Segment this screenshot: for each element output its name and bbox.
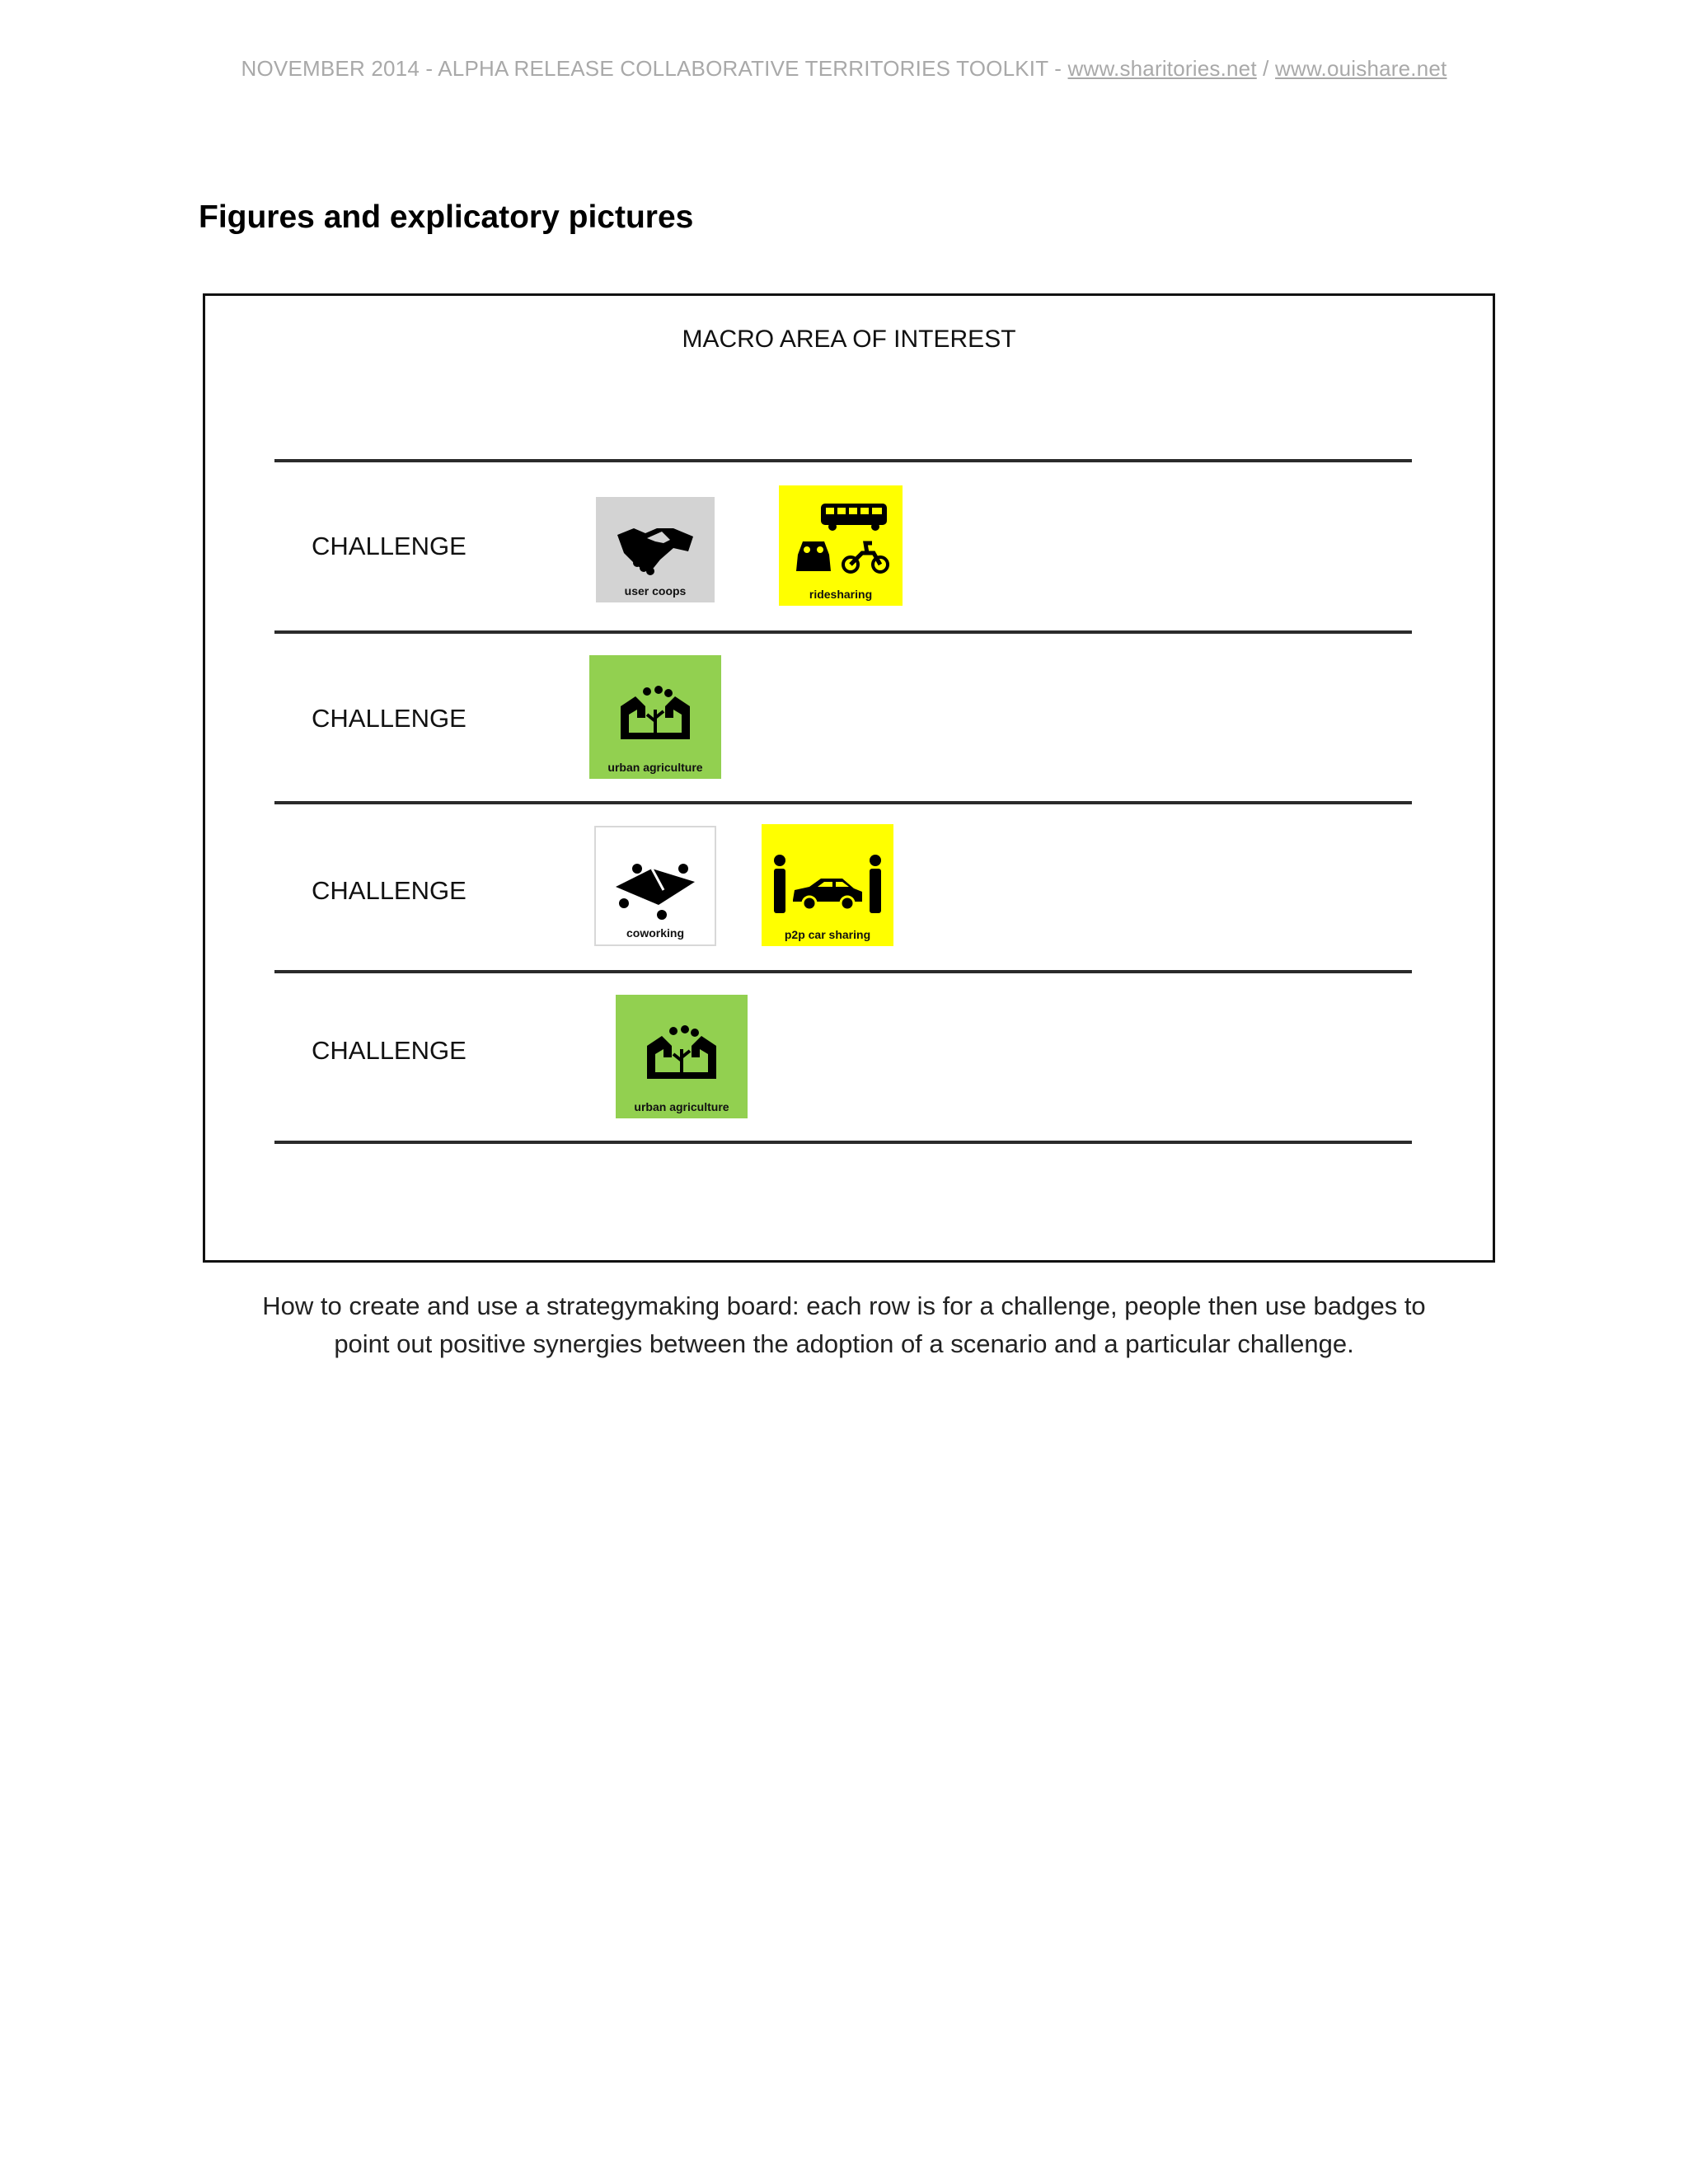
row-divider	[274, 801, 1412, 804]
strategy-board	[203, 293, 1495, 1263]
row-label: CHALLENGE	[312, 532, 467, 560]
badge-urban-agriculture[interactable]	[616, 995, 748, 1118]
row-label: CHALLENGE	[312, 876, 467, 905]
row-label: CHALLENGE	[312, 704, 467, 733]
badge-label: ridesharing	[809, 588, 873, 601]
badge-label: urban agriculture	[634, 1100, 729, 1113]
car-sharing-icon	[770, 852, 885, 915]
urban-agriculture-icon	[617, 685, 693, 743]
figure-caption	[0, 1287, 1688, 1363]
handshake-icon	[616, 523, 695, 576]
caption-line: How to create and use a strategymaking board: each row is for a challenge, people then use badges to	[262, 1291, 1426, 1320]
section-title: Figures and explicatory pictures	[199, 199, 694, 235]
page-header	[0, 56, 1688, 82]
coworking-icon	[612, 857, 698, 920]
row-divider	[274, 970, 1412, 973]
badge-label: p2p car sharing	[784, 928, 871, 941]
transport-icon	[791, 500, 890, 586]
ouishare-link[interactable]: www.ouishare.net	[1275, 56, 1447, 81]
badge-p2p-car-sharing[interactable]	[762, 824, 893, 946]
header-separator: /	[1256, 56, 1276, 81]
caption-line: point out positive synergies between the adoption of a scenario and a particular challenge.	[334, 1329, 1354, 1358]
header-text: NOVEMBER 2014 - ALPHA RELEASE COLLABORATIVE TERRITORIES TOOLKIT -	[241, 56, 1068, 81]
urban-agriculture-icon	[644, 1024, 720, 1082]
badge-coworking[interactable]	[594, 826, 716, 946]
row-label: CHALLENGE	[312, 1036, 467, 1065]
badge-urban-agriculture[interactable]	[589, 655, 721, 779]
board-title: MACRO AREA OF INTEREST	[682, 326, 1016, 353]
badge-ridesharing[interactable]	[779, 485, 903, 606]
row-divider	[274, 459, 1412, 462]
row-divider	[274, 1141, 1412, 1144]
badge-label: urban agriculture	[607, 761, 703, 774]
badge-label: coworking	[626, 926, 684, 940]
row-divider	[274, 630, 1412, 634]
sharitories-link[interactable]: www.sharitories.net	[1067, 56, 1257, 81]
badge-label: user coops	[624, 584, 687, 598]
badge-user-coops[interactable]	[596, 497, 715, 602]
